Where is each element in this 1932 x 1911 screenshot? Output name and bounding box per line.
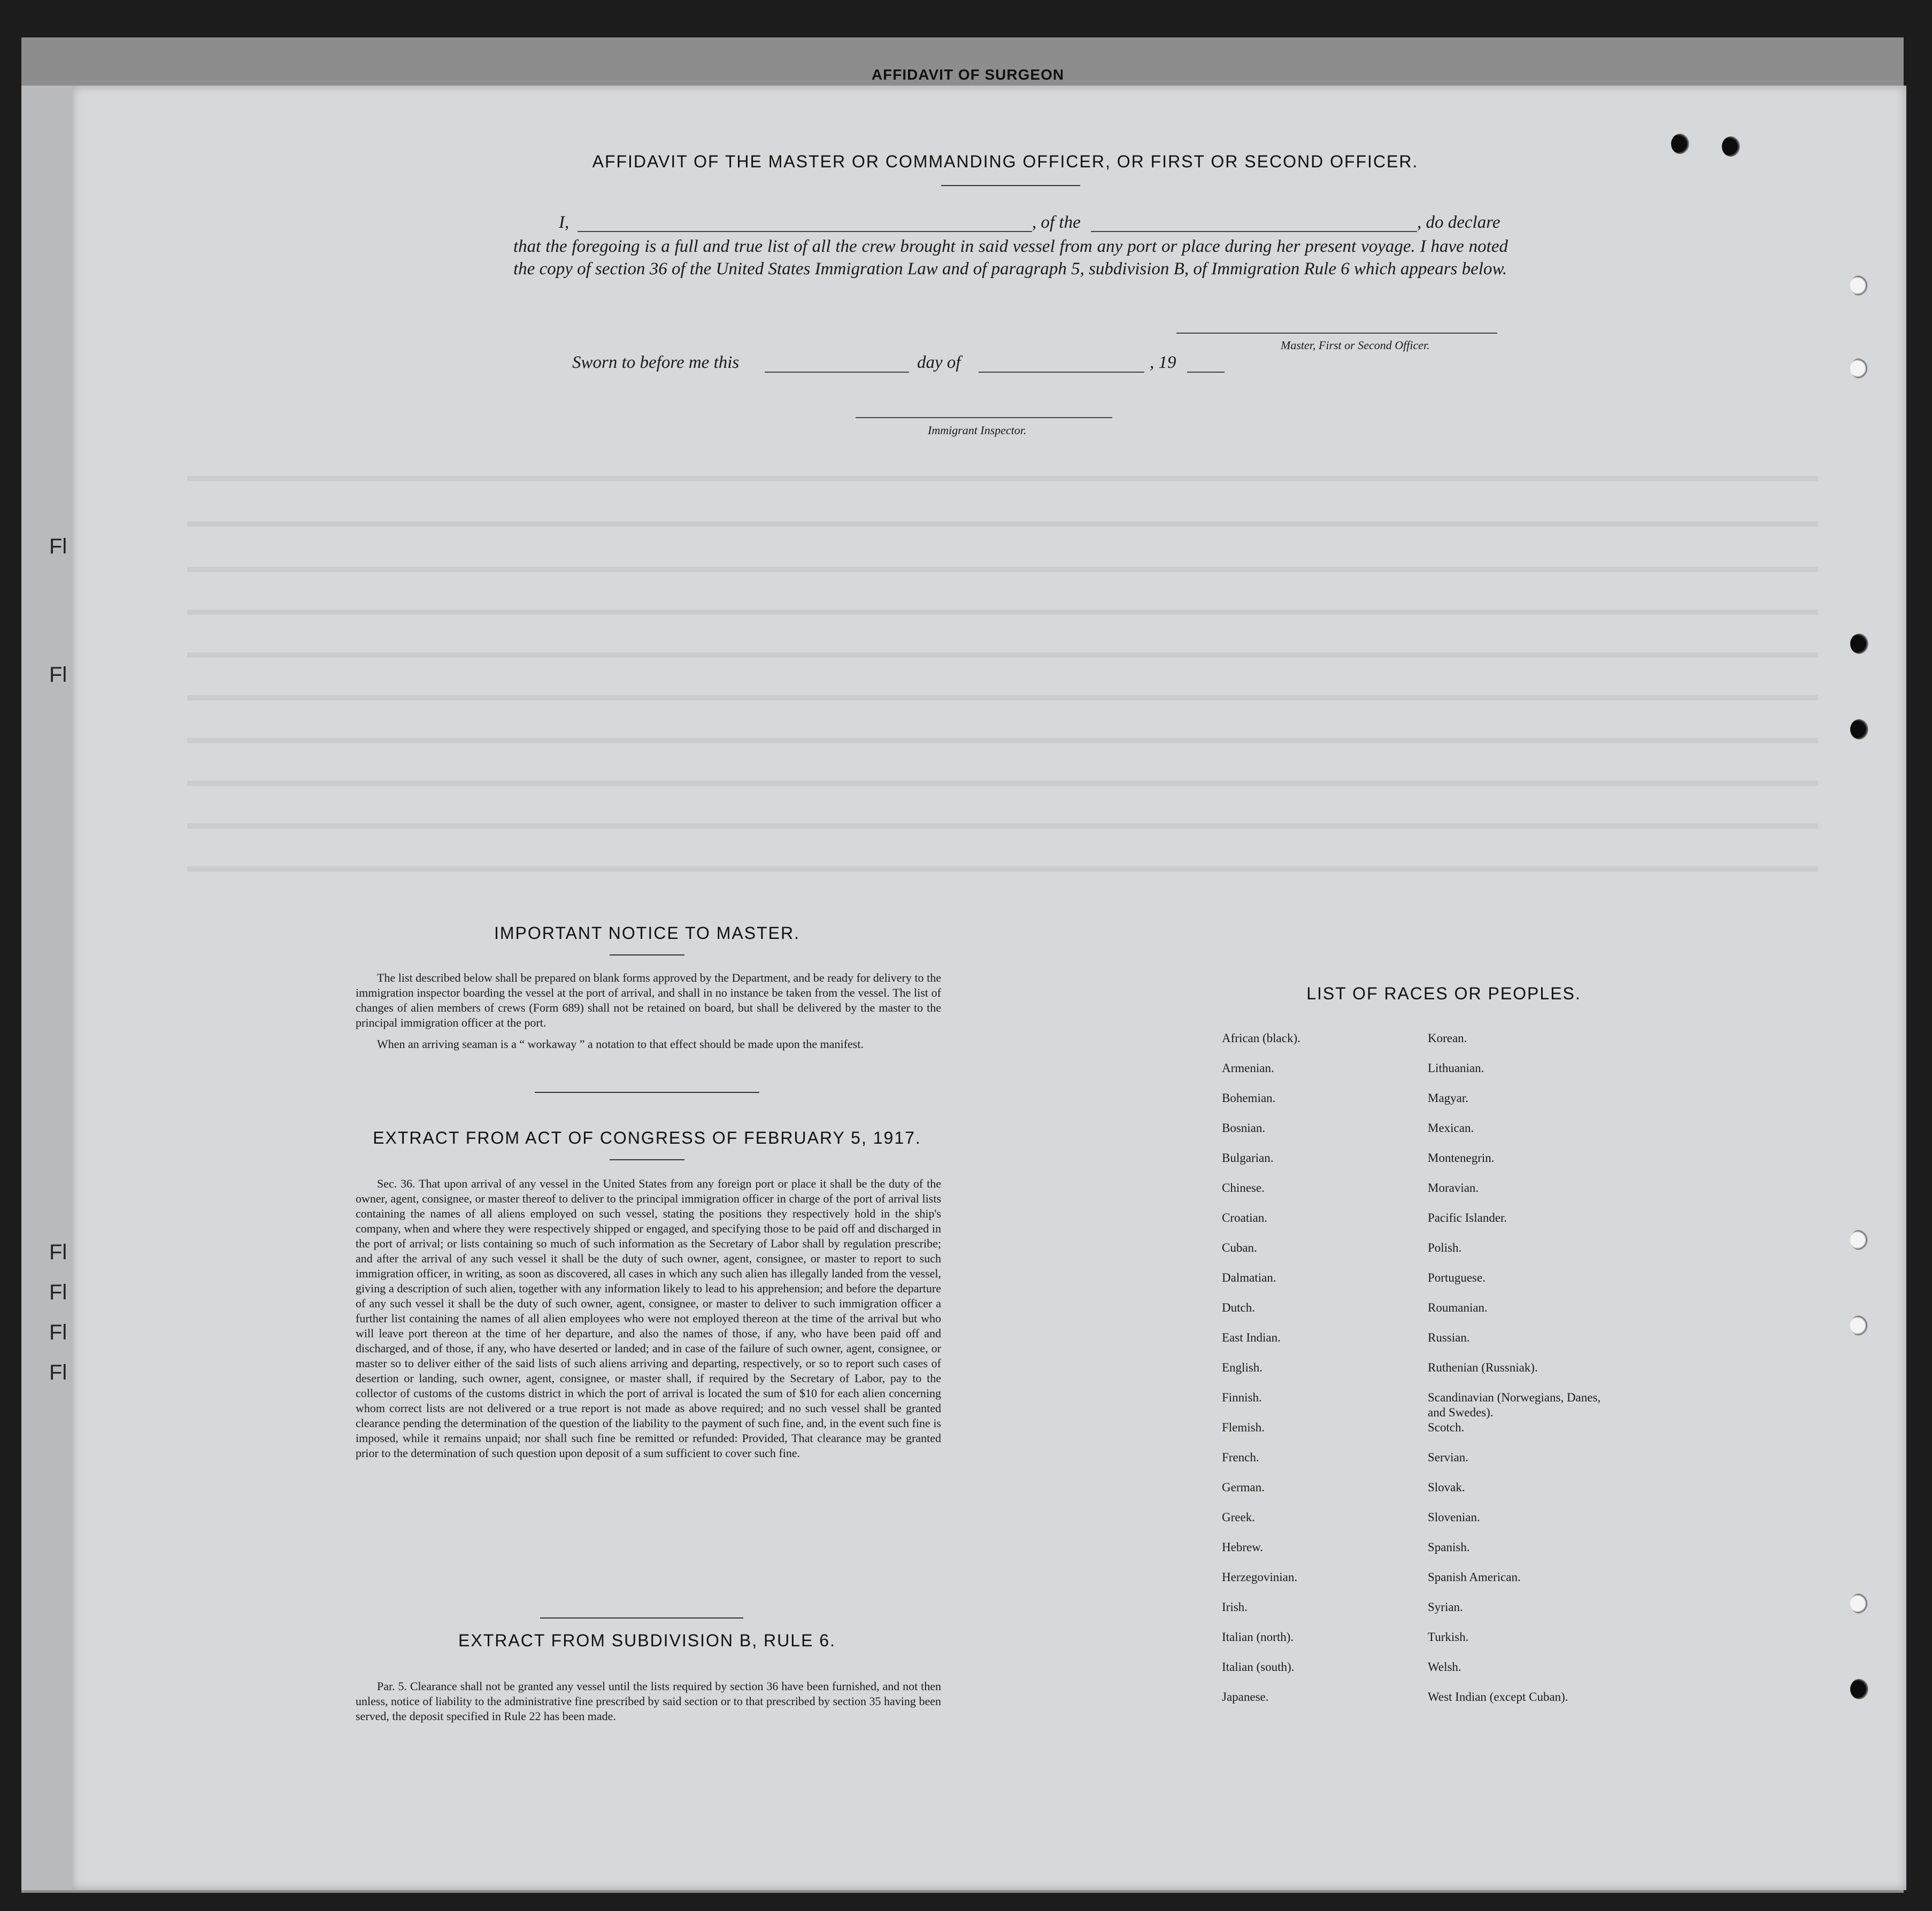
affidavit-of-the: , of the xyxy=(1032,213,1081,232)
punch-hole-icon xyxy=(1850,1315,1868,1336)
back-sheet-header: AFFIDAVIT OF SURGEON xyxy=(871,66,1065,83)
races-list-col2 xyxy=(1428,1031,1620,1720)
race-item: Croatian. xyxy=(1222,1211,1267,1224)
race-item: Korean. xyxy=(1428,1031,1467,1045)
bleed-through-line xyxy=(187,610,1818,615)
punch-hole-icon xyxy=(1722,136,1740,157)
race-item: Dutch. xyxy=(1222,1301,1255,1314)
race-item: West Indian (except Cuban). xyxy=(1428,1690,1568,1704)
divider xyxy=(540,1617,743,1619)
punch-hole-icon xyxy=(1671,134,1689,154)
affidavit-title: AFFIDAVIT OF THE MASTER OR COMMANDING OFFICER, OR FIRST OR SECOND OFFICER. xyxy=(592,152,1419,171)
rule-extract-title: EXTRACT FROM SUBDIVISION B, RULE 6. xyxy=(458,1631,836,1650)
notice-paragraph: The list described below shall be prepared on blank forms approved by the Department, and be ready for delivery to the immigration inspector boarding the vessel at the port of arrival, and shall in no instance be taken from the vessel. The list of changes of alien members of crews (Form 689) shall not be retained on board, but shall be delivered by the master to the principal immigration officer at the port. xyxy=(356,971,941,1029)
race-item: Mexican. xyxy=(1428,1121,1474,1135)
bleed-through-line xyxy=(187,567,1818,572)
signature-blank-line[interactable] xyxy=(1176,333,1497,334)
race-item: Syrian. xyxy=(1428,1600,1463,1614)
bleed-through-line xyxy=(187,866,1818,872)
bleed-through-line xyxy=(187,521,1818,527)
punch-hole-icon xyxy=(1850,1230,1868,1250)
inspector-label: Immigrant Inspector. xyxy=(928,423,1027,437)
race-item: Italian (south). xyxy=(1222,1660,1295,1674)
margin-mark: Fl xyxy=(49,663,67,687)
notice-body xyxy=(356,970,941,1052)
race-item: Irish. xyxy=(1222,1600,1248,1614)
race-item: Italian (north). xyxy=(1222,1630,1294,1644)
left-margin-strip xyxy=(21,86,72,1890)
punch-hole-icon xyxy=(1850,1679,1868,1699)
race-item: Flemish. xyxy=(1222,1421,1265,1434)
margin-mark: Fl xyxy=(49,1240,67,1264)
races-title: LIST OF RACES OR PEOPLES. xyxy=(1306,984,1581,1003)
divider xyxy=(535,1092,759,1093)
divider xyxy=(610,954,684,956)
divider xyxy=(610,1159,684,1160)
race-item: East Indian. xyxy=(1222,1331,1281,1344)
sworn-prefix: Sworn to before me this xyxy=(572,353,740,372)
race-item: Polish. xyxy=(1428,1241,1462,1254)
margin-mark: Fl xyxy=(49,535,67,558)
race-item: Turkish. xyxy=(1428,1630,1469,1644)
race-item: Dalmatian. xyxy=(1222,1271,1276,1284)
race-item: Moravian. xyxy=(1428,1181,1479,1195)
race-item: Armenian. xyxy=(1222,1061,1274,1075)
sworn-month-blank-line[interactable] xyxy=(979,372,1144,373)
race-item: Magyar. xyxy=(1428,1091,1469,1105)
race-item: Spanish American. xyxy=(1428,1570,1521,1584)
punch-hole-icon xyxy=(1850,358,1868,379)
notice-paragraph: When an arriving seaman is a “ workaway ” a notation to that effect should be made upon the manifest. xyxy=(377,1037,864,1051)
margin-mark: Fl xyxy=(49,1321,67,1344)
race-item: German. xyxy=(1222,1481,1265,1494)
race-item: Chinese. xyxy=(1222,1181,1265,1195)
signature-label: Master, First or Second Officer. xyxy=(1281,338,1430,352)
race-item: French. xyxy=(1222,1451,1259,1464)
affidavit-i: I, xyxy=(559,213,569,232)
punch-hole-icon xyxy=(1850,634,1868,654)
bleed-through-line xyxy=(187,781,1818,786)
sworn-day-blank-line[interactable] xyxy=(765,372,909,373)
race-item: Bosnian. xyxy=(1222,1121,1266,1135)
race-item: Roumanian. xyxy=(1428,1301,1488,1314)
bleed-through-line xyxy=(187,695,1818,700)
race-item: Welsh. xyxy=(1428,1660,1461,1674)
race-item: Bulgarian. xyxy=(1222,1151,1274,1165)
race-item: Pacific Islander. xyxy=(1428,1211,1507,1224)
punch-hole-icon xyxy=(1850,275,1868,296)
race-item: Greek. xyxy=(1222,1511,1255,1524)
margin-mark: Fl xyxy=(49,1361,67,1384)
bleed-through-line xyxy=(187,823,1818,829)
race-item: Herzegovinian. xyxy=(1222,1570,1298,1584)
race-item: Japanese. xyxy=(1222,1690,1269,1704)
punch-hole-icon xyxy=(1850,1593,1868,1614)
name-blank-line[interactable] xyxy=(578,231,1032,232)
race-item: African (black). xyxy=(1222,1031,1300,1045)
race-item: Ruthenian (Russniak). xyxy=(1428,1361,1538,1374)
sworn-day-of: day of xyxy=(917,353,961,372)
race-item: Lithuanian. xyxy=(1428,1061,1484,1075)
act-extract-body: Sec. 36. That upon arrival of any vessel in the United States from any foreign port or place it shall be the duty of the owner, agent, consignee, or master thereof to deliver to the principal immigration officer in charge of the port of arrival lists containing the names of all aliens employed on such vessel, stating the positions they respectively hold in the ship's company, when and where they were respectively shipped or engaged, and specifying those to be paid off and discharged in the port of arrival; or lists containing so much of such information as the Secretary of Labor shall by regulation prescribe; and after the arrival of any such vessel it shall be the duty of such owner, agent, consignee, or master to report to such immigration officer, in writing, as soon as discovered, all cases in which any such alien has illegally landed from the vessel, giving a description of such alien, together with any information likely to lead to his apprehension; and before the departure of any such vessel it shall be the duty of such owner, agent, consignee, or master to deliver to such immigration officer a further list containing the names of all alien employees who were not employed thereon at the time of the arrival but who will leave port thereon at the time of her departure, and also the names of those, if any, who have been paid off and discharged, and of those, if any, who have deserted or landed; and in case of the failure of such owner, agent, consignee, or master so to deliver either of the said lists of such aliens arriving and departing, respectively, or so to report such cases of desertion or landing, such owner, agent, consignee, or master shall, if required by the Secretary of Labor, pay to the collector of customs of the customs district in which the port of arrival is located the sum of $10 for each alien concerning whom correct lists are not delivered or a true report is not made as above required; and no such vessel shall be granted clearance pending the determination of the question of the liability to the payment of such fine, and, in the event such fine is imposed, while it remains unpaid; nor shall such fine be remitted or refunded: Provided, That clearance may be granted prior to the determination of such question upon deposit of a sum sufficient to cover such fine. xyxy=(356,1177,941,1460)
margin-mark: Fl xyxy=(49,1281,67,1304)
race-item: Cuban. xyxy=(1222,1241,1257,1254)
race-item: Finnish. xyxy=(1222,1391,1262,1404)
inspector-blank-line[interactable] xyxy=(856,417,1112,418)
race-item: Scandinavian (Norwegians, Danes, and Swedes). xyxy=(1428,1391,1601,1419)
bleed-through-line xyxy=(187,652,1818,658)
race-item: Portuguese. xyxy=(1428,1271,1485,1284)
races-list-col1 xyxy=(1222,1031,1414,1720)
race-item: Spanish. xyxy=(1428,1540,1470,1554)
vessel-blank-line[interactable] xyxy=(1091,231,1417,232)
race-item: Servian. xyxy=(1428,1451,1469,1464)
bleed-through-line xyxy=(187,738,1818,743)
affidavit-body: that the foregoing is a full and true list of all the crew brought in said vessel from any port or place during her present voyage. I have noted the copy of section 36 of the United States Immigration Law and of paragraph 5, subdivision B, of Immigration Rule 6 which appears below. xyxy=(513,237,1508,279)
notice-title: IMPORTANT NOTICE TO MASTER. xyxy=(494,923,800,943)
race-item: Russian. xyxy=(1428,1331,1470,1344)
act-extract-title: EXTRACT FROM ACT OF CONGRESS OF FEBRUARY 5, 1917. xyxy=(373,1128,921,1147)
race-item: Slovak. xyxy=(1428,1481,1465,1494)
race-item: Scotch. xyxy=(1428,1421,1465,1434)
race-item: English. xyxy=(1222,1361,1263,1374)
divider xyxy=(941,185,1080,186)
race-item: Montenegrin. xyxy=(1428,1151,1495,1165)
race-item: Hebrew. xyxy=(1222,1540,1264,1554)
sworn-year: , 19 xyxy=(1150,353,1176,372)
rule-extract-body: Par. 5. Clearance shall not be granted any vessel until the lists required by section 36 have been furnished, and not then unless, notice of liability to the administrative fine prescribed by said section or to that prescribed by section 35 having been served, the deposit specified in Rule 22 has been made. xyxy=(356,1679,941,1723)
race-item: Bohemian. xyxy=(1222,1091,1276,1105)
affidavit-do-declare: , do declare xyxy=(1417,213,1500,232)
punch-hole-icon xyxy=(1850,719,1868,739)
sworn-year-blank-line[interactable] xyxy=(1187,372,1225,373)
bleed-through-line xyxy=(187,476,1818,481)
race-item: Slovenian. xyxy=(1428,1511,1480,1524)
